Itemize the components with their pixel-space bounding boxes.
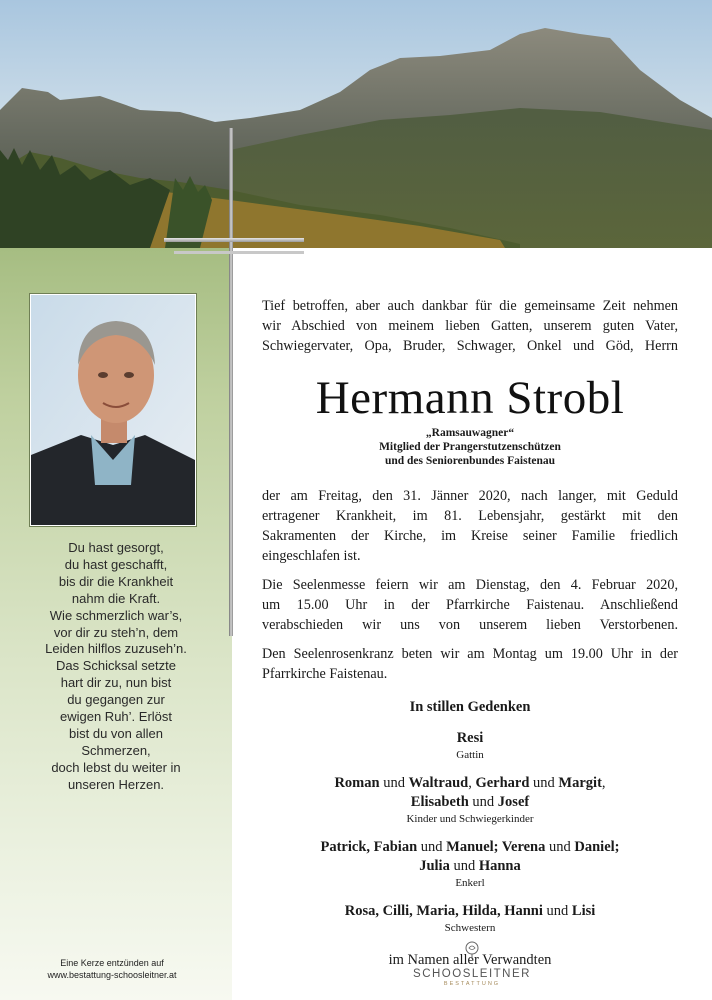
grandchild-names: Patrick, Fabian <box>320 839 418 855</box>
mourning-heading: In stillen Gedenken <box>409 699 531 715</box>
siblings-block <box>262 902 678 935</box>
mountain-landscape-header <box>0 0 712 248</box>
conjunction: und <box>529 775 559 791</box>
cross-shadow <box>174 251 304 254</box>
death-line: Sakramenten der Kirche, im Kreise seiner Familie friedlich <box>262 528 678 544</box>
grandchild-names: Julia <box>419 858 450 874</box>
children-line-2 <box>262 793 678 812</box>
intro-line: Tief betroffen, aber auch dankbar für die gemeinsame Zeit nehmen <box>262 298 678 314</box>
conjunction: und <box>449 858 479 874</box>
intro-paragraph <box>262 296 678 356</box>
poem-line: bis dir die Krankheit <box>58 573 174 589</box>
child-name: Gerhard <box>475 775 530 791</box>
conjunction: und <box>417 839 447 855</box>
children-block <box>262 774 678 826</box>
obituary-main-text <box>262 296 678 970</box>
grandchildren-block <box>262 838 678 890</box>
portrait-photo <box>30 294 196 526</box>
mass-line: Die Seelenmesse feiern wir am Dienstag, den 4. Februar 2020, <box>262 577 678 593</box>
rose-icon <box>462 940 482 960</box>
poem-line: nahm die Kraft. <box>71 590 161 606</box>
widow-relation: Gattin <box>456 749 484 761</box>
sibling-names: Lisi <box>571 903 596 919</box>
mass-line: verabschieden wir uns von unserem lieben Verstorbenen. <box>262 617 678 633</box>
separator: , <box>601 775 606 791</box>
intro-line: Schwiegervater, Opa, Bruder, Schwager, Onkel und Göd, Herrn <box>262 338 678 354</box>
conjunction: und <box>379 775 409 791</box>
funeral-home-logo <box>402 940 542 988</box>
rosary-paragraph <box>262 644 678 684</box>
death-line: ertragener Krankheit, im 81. Lebensjahr, gestärkt mit den <box>262 508 678 524</box>
grandchild-names: Manuel; Verena <box>446 839 546 855</box>
child-name: Elisabeth <box>410 794 469 810</box>
candle-note <box>30 957 194 981</box>
poem-line: ewigen Ruh’. Erlöst <box>60 709 172 725</box>
deceased-nickname: „Ramsauwagner“ <box>425 427 515 439</box>
poem-line: vor dir zu steh’n, dem <box>53 624 179 640</box>
poem-line: unseren Herzen. <box>67 776 165 792</box>
mass-paragraph <box>262 575 678 635</box>
candle-note-link[interactable]: www.bestattung-schoosleitner.at <box>47 970 177 980</box>
candle-note-text: Eine Kerze entzünden auf <box>60 958 164 968</box>
siblings-relation: Schwestern <box>444 922 496 934</box>
cross-horizontal-beam <box>164 238 304 242</box>
sibling-names: Rosa, Cilli, Maria, Hilda, Hanni <box>344 903 543 919</box>
siblings-line <box>262 902 678 921</box>
poem-line: du gegangen zur <box>67 692 165 708</box>
child-name: Roman <box>334 775 380 791</box>
children-relation: Kinder und Schwiegerkinder <box>406 813 534 825</box>
widow-block <box>262 729 678 762</box>
logo-tagline: BESTATTUNG <box>443 981 501 987</box>
rosary-line: Den Seelenrosenkranz beten wir am Montag um 19.00 Uhr in der <box>262 646 678 662</box>
grandchildren-relation: Enkerl <box>455 877 485 889</box>
poem-line: hart dir zu, nun bist <box>60 675 172 691</box>
conjunction: und <box>468 794 498 810</box>
separator: , <box>468 775 476 791</box>
poem-line: Das Schicksal setzte <box>56 658 176 674</box>
conjunction: und <box>545 839 575 855</box>
child-name: Margit <box>558 775 602 791</box>
conjunction: und <box>542 903 572 919</box>
poem-line: doch lebst du weiter in <box>51 759 181 775</box>
grandchildren-line-1 <box>262 838 678 857</box>
poem <box>18 540 214 794</box>
grandchildren-line-2 <box>262 857 678 876</box>
death-paragraph <box>262 486 678 566</box>
poem-line: Schmerzen, <box>81 742 151 758</box>
deceased-name: Hermann Strobl <box>315 372 625 424</box>
child-name: Josef <box>497 794 530 810</box>
mass-line: um 15.00 Uhr in der Pfarrkirche Faistenau. Anschließend <box>262 597 678 613</box>
widow-name: Resi <box>456 730 484 746</box>
affiliation-line: Mitglied der Prangerstutzenschützen <box>379 441 561 453</box>
affiliation-line: und des Seniorenbundes Faistenau <box>384 455 556 467</box>
rosary-line: Pfarrkirche Faistenau. <box>262 666 388 682</box>
death-line: der am Freitag, den 31. Jänner 2020, nach langer, mit Geduld <box>262 488 678 504</box>
grandchild-names: Daniel; <box>574 839 620 855</box>
cross-vertical-beam <box>229 128 233 636</box>
child-name: Waltraud <box>408 775 469 791</box>
intro-line: wir Abschied von meinem lieben Gatten, unserem guten Vater, <box>262 318 678 334</box>
poem-line: Leiden hilflos zuzuseh’n. <box>45 641 187 657</box>
portrait-image <box>31 295 195 525</box>
closing-line: im Namen aller Verwandten <box>388 952 552 968</box>
grandchild-names: Hanna <box>478 858 521 874</box>
poem-line: du hast geschafft, <box>64 556 168 572</box>
logo-name: SCHOOSLEITNER <box>413 968 531 980</box>
death-line: eingeschlafen ist. <box>262 548 361 564</box>
poem-line: Du hast gesorgt, <box>68 540 164 555</box>
children-line-1 <box>262 774 678 793</box>
poem-line: bist du von allen <box>69 725 163 741</box>
poem-line: Wie schmerzlich war’s, <box>49 607 183 623</box>
